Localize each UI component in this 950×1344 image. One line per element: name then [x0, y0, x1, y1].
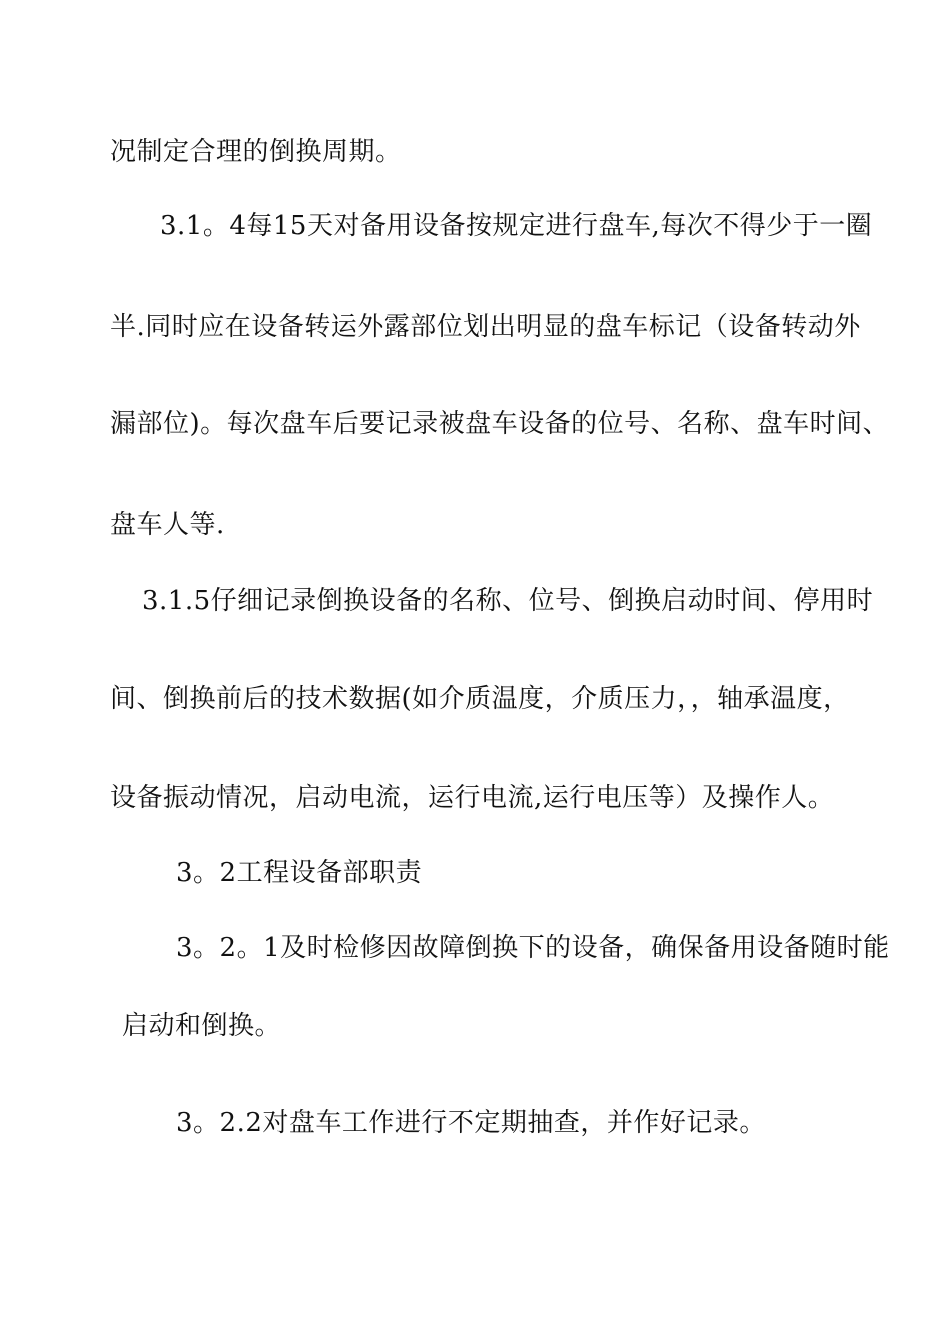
text-line: 3.1.5仔细记录倒换设备的名称、位号、倒换启动时间、停用时 — [142, 586, 874, 616]
text-line: 半.同时应在设备转运外露部位划出明显的盘车标记（设备转动外 — [110, 312, 861, 342]
text-line: 3.1。4每15天对备用设备按规定进行盘车,每次不得少于一圈 — [160, 211, 873, 241]
text-line: 3。2。1及时检修因故障倒换下的设备，确保备用设备随时能 — [176, 933, 890, 963]
text-line: 3。2.2对盘车工作进行不定期抽查，并作好记录。 — [176, 1108, 766, 1138]
text-line: 况制定合理的倒换周期。 — [110, 137, 402, 167]
text-line: 盘车人等. — [110, 510, 225, 540]
text-line: 间、倒换前后的技术数据(如介质温度，介质压力，，轴承温度， — [110, 684, 850, 714]
text-line: 启动和倒换。 — [122, 1011, 282, 1041]
text-line: 设备振动情况，启动电流，运行电流,运行电压等）及操作人。 — [110, 783, 835, 813]
section-heading: 3。2工程设备部职责 — [176, 858, 423, 888]
text-line: 漏部位)。每次盘车后要记录被盘车设备的位号、名称、盘车时间、 — [110, 409, 890, 439]
